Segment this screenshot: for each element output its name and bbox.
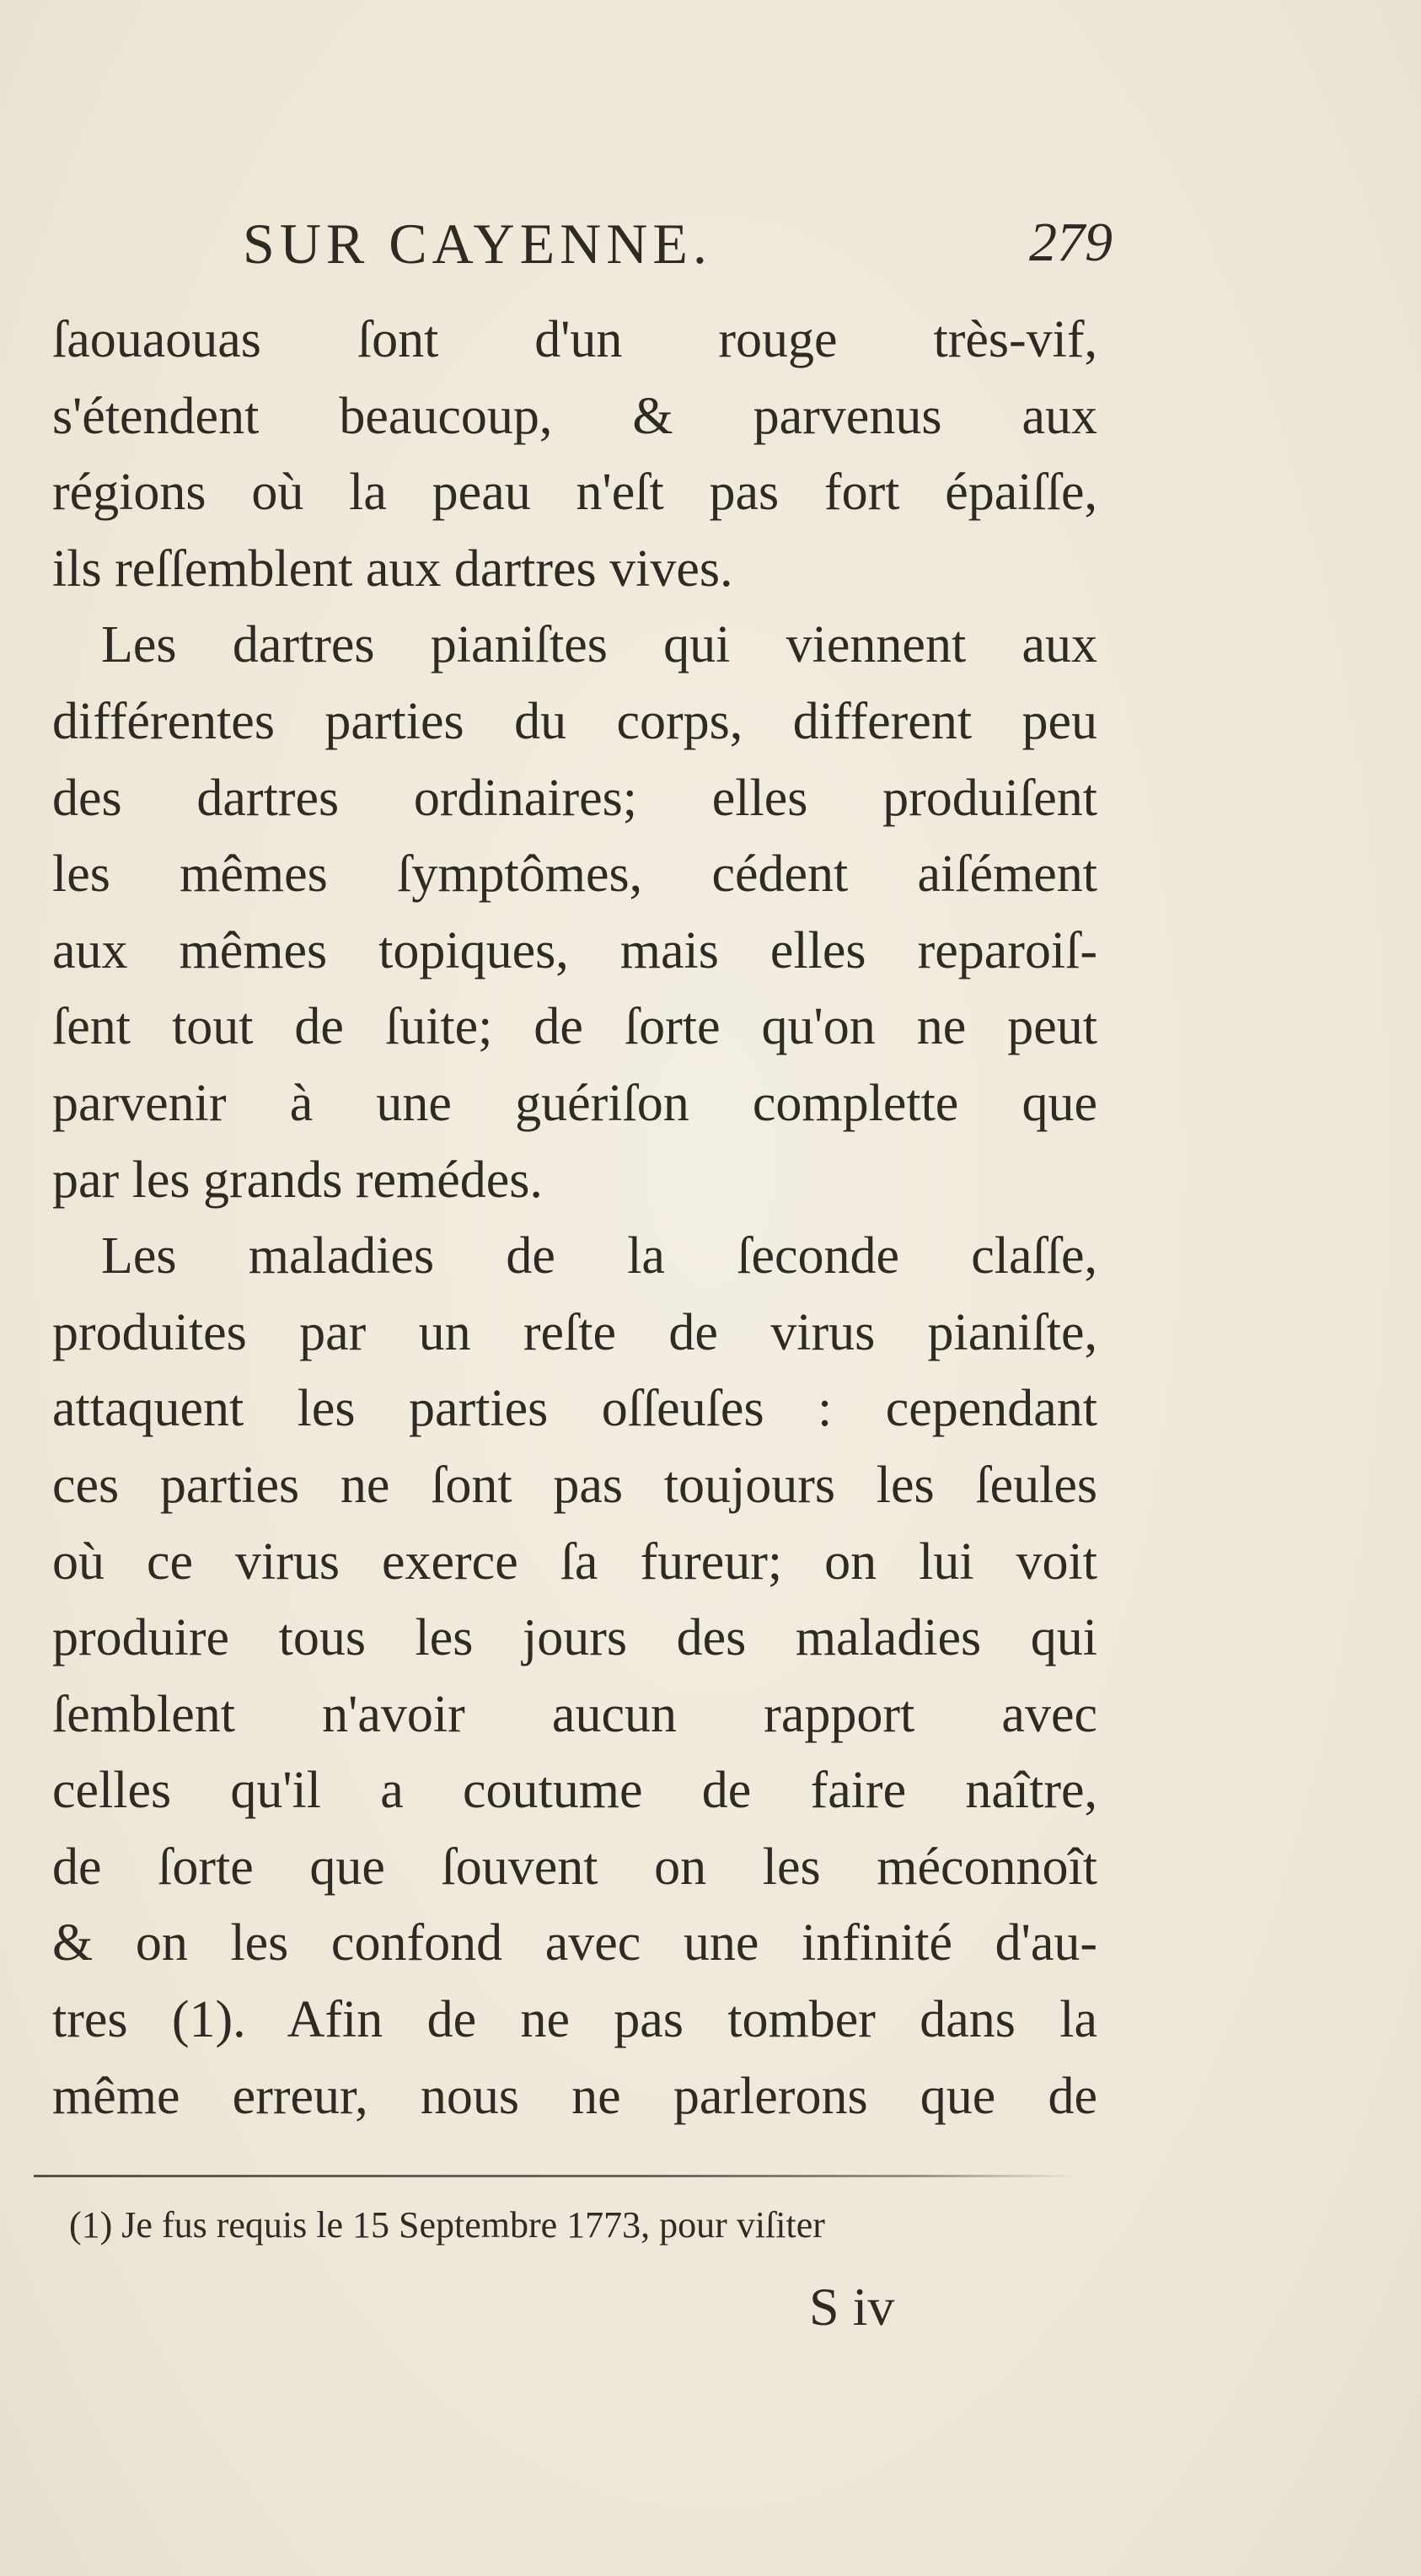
text-line: différentes parties du corps, different peu: [52, 692, 1097, 750]
text-line: ſaouaouas ſont d'un rouge très-vif,: [52, 311, 1097, 368]
footnote-divider: [34, 2175, 1079, 2177]
text-line: & on les confond avec une infinité d'au-: [52, 1914, 1097, 1972]
text-line: les mêmes ſymptômes, cédent aiſément: [52, 845, 1097, 904]
text-line: ſent tout de ſuite; de ſorte qu'on ne peut: [52, 998, 1097, 1056]
text-line: produites par un reſte de virus pianiſte,: [52, 1303, 1097, 1361]
text-line: Les maladies de la ſeconde claſſe,: [101, 1227, 1097, 1285]
page-header: [236, 211, 1113, 287]
text-line: tres (1). Afin de ne pas tomber dans la: [52, 1991, 1097, 2049]
text-line: attaquent les parties oſſeuſes : cependant: [52, 1380, 1097, 1438]
text-line: régions où la peau n'eſt pas fort épaiſſe,: [52, 464, 1097, 522]
text-line: ces parties ne ſont pas toujours les ſeules: [52, 1456, 1097, 1514]
text-line: par les grands remédes.: [52, 1151, 543, 1209]
text-line: où ce virus exerce ſa fureur; on lui voit: [52, 1532, 1097, 1591]
text-line: parvenir à une guériſon complette que: [52, 1074, 1097, 1132]
text-line: ſemblent n'avoir aucun rapport avec: [52, 1685, 1097, 1743]
footnote: (1) Je fus requis le 15 Septembre 1773, pour viſiter: [69, 2204, 825, 2246]
text-line: des dartres ordinaires; elles produiſent: [52, 769, 1097, 827]
text-line: ils reſſemblent aux dartres vives.: [52, 539, 733, 598]
body-text: [52, 302, 1097, 2134]
text-line: s'étendent beaucoup, & parvenus aux: [52, 387, 1097, 445]
text-line: Les dartres pianiſtes qui viennent aux: [101, 616, 1097, 674]
text-line: même erreur, nous ne parlerons que de: [52, 2067, 1097, 2125]
text-line: celles qu'il a coutume de faire naître,: [52, 1762, 1097, 1820]
text-line: aux mêmes topiques, mais elles reparoiſ-: [52, 921, 1097, 979]
signature-mark: S iv: [809, 2277, 895, 2337]
running-head: SUR CAYENNE.: [243, 212, 712, 276]
text-line: produire tous les jours des maladies qui: [52, 1609, 1097, 1667]
text-line: de ſorte que ſouvent on les méconnoît: [52, 1838, 1097, 1896]
page-number: 279: [1029, 212, 1113, 273]
